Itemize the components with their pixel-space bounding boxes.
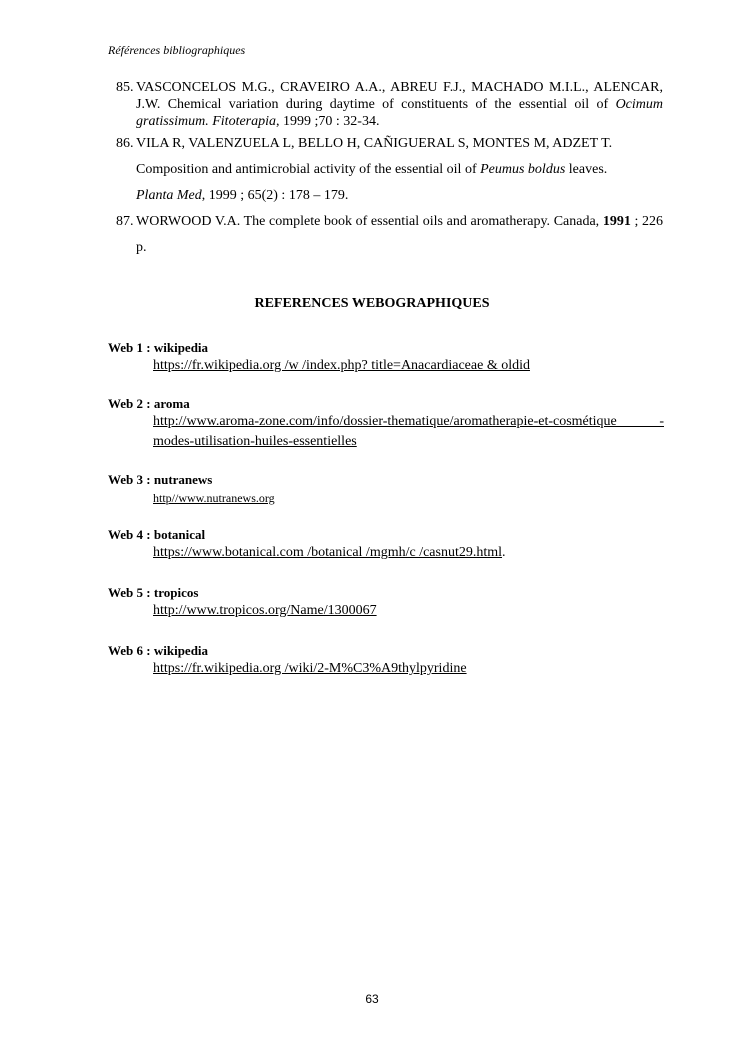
web-reference <box>108 396 664 452</box>
web-reference-label: Web 3 : nutranews <box>108 472 213 487</box>
web-reference <box>108 340 664 376</box>
reference-source <box>136 183 663 209</box>
reference-tail: ; 226 p. <box>136 214 664 255</box>
web-reference <box>108 472 664 508</box>
reference-journal: Planta Med <box>136 188 202 203</box>
web-reference-link[interactable]: https://fr.wikipedia.org /w /index.php? title=Anacardiaceae & oldid <box>153 358 530 373</box>
web-reference-label: Web 4 : botanical <box>108 527 206 542</box>
web-reference-link[interactable]: http://www.tropicos.org/Name/1300067 <box>153 603 377 618</box>
reference-item <box>116 209 663 261</box>
reference-item <box>116 131 663 209</box>
web-reference-label: Web 2 : aroma <box>108 396 190 411</box>
running-header: Références bibliographiques <box>108 43 246 57</box>
reference-year: 1991 <box>602 214 631 229</box>
reference-tail: , 1999 ; 65(2) : 178 – 179. <box>201 188 349 203</box>
reference-authors: VILA R, VALENZUELA L, BELLO H, CAÑIGUERAL S, MONTES M, ADZET T. <box>136 136 613 151</box>
web-reference-link[interactable]: https://fr.wikipedia.org /wiki/2-M%C3%A9thylpyridine <box>153 661 467 676</box>
reference-number: 85. <box>116 80 134 95</box>
web-reference-link[interactable]: https://www.botanical.com /botanical /mgmh/c /casnut29.html <box>153 545 503 560</box>
web-reference-line <box>153 543 664 563</box>
web-reference-label: Web 6 : wikipedia <box>108 643 209 658</box>
reference-title-text: Composition and antimicrobial activity of the essential oil of <box>136 162 481 177</box>
reference-journal: Ocimum gratissimum. Fitoterapia <box>136 97 663 129</box>
reference-text: VASCONCELOS M.G., CRAVEIRO A.A., ABREU F.J., MACHADO M.I.L., ALENCAR, J.W. Chemical variation during daytime of constituents of the essential oil of <box>136 80 663 112</box>
reference-tail: , 1999 ;70 : 32-34. <box>276 114 380 129</box>
web-reference <box>108 585 664 621</box>
reference-title-end: leaves. <box>565 162 608 177</box>
web-reference-link[interactable]: http//www.nutranews.org <box>153 491 275 505</box>
reference-title <box>136 157 663 183</box>
reference-list <box>116 79 663 261</box>
web-reference-suffix: . <box>502 545 506 560</box>
web-reference <box>108 527 664 563</box>
reference-number: 87. <box>116 214 134 229</box>
reference-species: Peumus boldus <box>480 162 566 177</box>
reference-text: WORWOOD V.A. The complete book of essential oils and aromatherapy. Canada, <box>136 214 603 229</box>
web-reference-label: Web 5 : tropicos <box>108 585 199 600</box>
web-reference-link[interactable]: http://www.aroma-zone.com/info/dossier-thematique/aromatherapie-et-cosmétique -modes-utilisation-huiles-essentielles <box>153 414 664 449</box>
section-title: REFERENCES WEBOGRAPHIQUES <box>254 296 490 311</box>
reference-number: 86. <box>116 136 134 151</box>
page-number: 63 <box>365 992 379 1006</box>
reference-item <box>116 79 663 130</box>
web-reference-label: Web 1 : wikipedia <box>108 340 209 355</box>
web-reference <box>108 643 664 679</box>
